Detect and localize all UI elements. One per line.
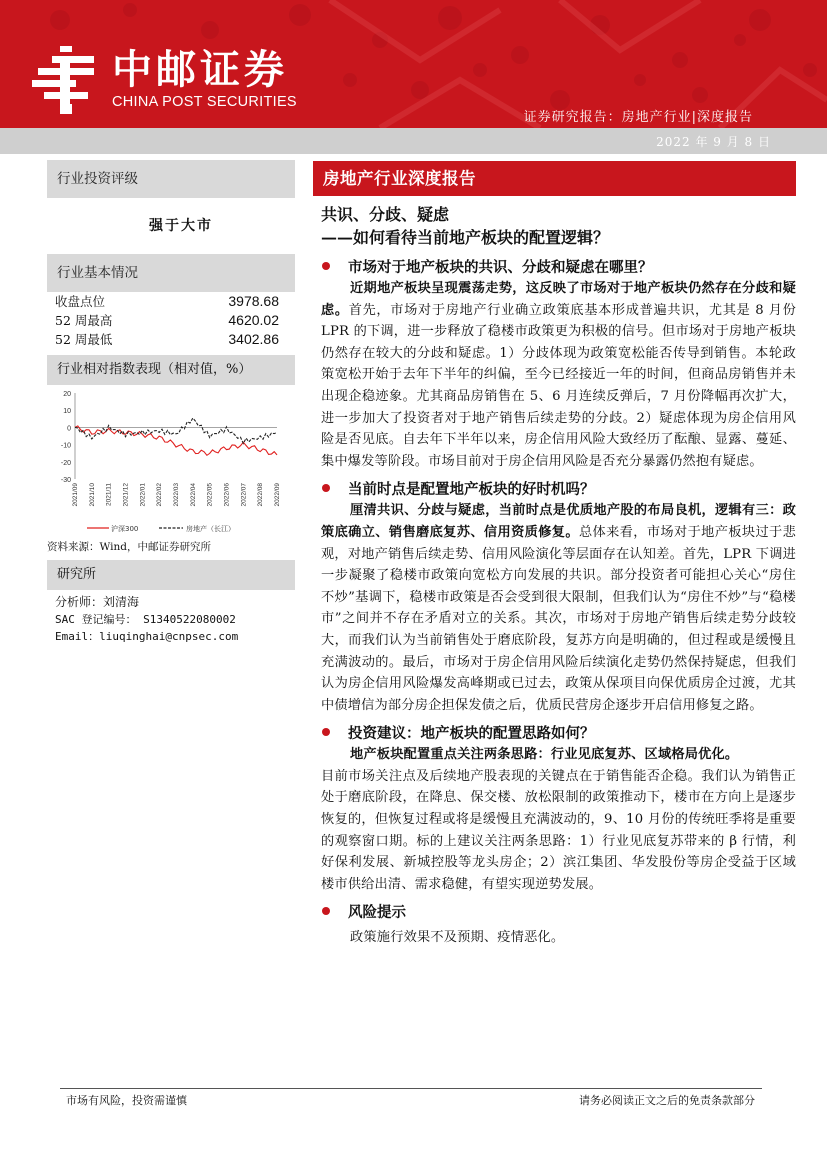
basics-label: 行业基本情况	[47, 254, 295, 292]
chart-label: 行业相对指数表现（相对值，%）	[47, 355, 295, 385]
section-2	[313, 476, 796, 716]
report-date: 2022 年 9 月 8 日	[656, 135, 771, 149]
x-tick-label: 2022/04	[189, 483, 197, 507]
section-title-row	[313, 720, 796, 744]
footer-divider	[60, 1088, 762, 1089]
report-heading: 共识、分歧、疑虑	[321, 205, 450, 224]
x-tick-label: 2021/09	[72, 483, 79, 507]
x-tick-label: 2022/02	[156, 483, 164, 507]
section-paragraph: 目前市场关注点及后续地产股表现的关键点在于销售能否企稳。我们认为销售正处于磨底阶段，在降息、保交楼、放松限制的政策推动下，楼市在方向上是逐步恢复的，但恢复过程或将是缓慢且充满波动的，9、10 月份的传统旺季将是重要的观察窗口期。标的上建议关注两条思路：1）行业见底复苏带来的 β 行情，利好保利发展、新城控股等龙头房企；2）滨江集团、华发股份等房企受益于区域楼市供给出清、需求稳健，有望实现逆势发展。	[321, 768, 796, 892]
bullet-icon	[322, 262, 330, 270]
x-tick-label: 2022/03	[173, 483, 180, 507]
x-tick-label: 2021/10	[88, 483, 96, 507]
stat-label: 收盘点位	[55, 294, 106, 309]
y-tick-label: 0	[67, 425, 71, 433]
rating-label: 行业投资评级	[47, 160, 295, 198]
report-subheading: ——如何看待当前地产板块的配置逻辑？	[321, 228, 610, 247]
section-title-row	[313, 899, 796, 923]
stat-row	[47, 292, 295, 311]
paragraph-lead: 近期地产板块呈现震荡走势，这反映了市场对于地产板块仍然存在分歧和疑虑。	[321, 281, 796, 318]
header-banner	[0, 0, 827, 128]
paragraph-body: 首先，市场对于房地产行业确立政策底基本形成普遍共识，尤其是 8 月份 LPR 的下调，进一步释放了稳楼市政策更为积极的信号。但市场对于房地产板块仍然存在较大的分歧和疑虑。1）分歧体现为政策宽松能否传导到销售。本轮政策宽松开始于去年下半年的纠偏，至今已经接近一年的时间，但商品房销售并未出现企稳迹象。尤其商品房销售在 5、6 月连续反弹后，7 月份降幅再次扩大，进一步加大了投资者对于地产销售后续走势的分歧。2）疑虑体现为房企信用风险是否见底。自去年下半年以来，房企信用风险大致经历了酝酿、显露、蔓延、集中爆发等阶段。市场目前对于房企信用风险是否充分暴露仍然抱有疑虑。	[321, 302, 796, 469]
sidebar	[47, 160, 295, 645]
section-title: 市场对于地产板块的共识、分歧和疑虑在哪里？	[348, 258, 653, 276]
x-tick-label: 2021/11	[105, 483, 113, 507]
section-paragraph	[313, 744, 796, 766]
section-paragraph: 政策施行效果不及预期、疫情恶化。	[350, 930, 565, 946]
sac-number: SAC 登记编号： S1340522080002	[55, 613, 236, 626]
analyst-name: 分析师：刘清海	[55, 595, 140, 609]
x-tick-label: 2022/05	[206, 483, 214, 507]
chart-source: 资料来源：Wind，中邮证券研究所	[47, 541, 211, 553]
x-tick-label: 2022/06	[223, 483, 231, 507]
report-type: 证券研究报告：房地产行业|深度报告	[523, 110, 753, 125]
company-name-en: CHINA POST SECURITIES	[112, 94, 297, 110]
section-title-row	[313, 476, 796, 500]
section-title-row	[313, 254, 796, 278]
section-title: 当前时点是配置地产板块的好时机吗？	[348, 480, 595, 498]
analyst-email: Email：liuqinghai@cnpsec.com	[55, 630, 239, 643]
x-tick-label: 2022/07	[240, 483, 248, 507]
research-label: 研究所	[47, 560, 295, 590]
report-title-bar: 房地产行业深度报告	[313, 161, 796, 196]
stat-label: 52 周最高	[55, 313, 113, 328]
section-4	[313, 899, 796, 949]
section-paragraph	[313, 500, 796, 716]
y-tick-label: -10	[60, 442, 71, 450]
rating-value: 强于大市	[149, 218, 213, 234]
section-1	[313, 254, 796, 472]
stat-value: 3402.86	[228, 331, 279, 347]
china-post-logo-icon	[30, 44, 102, 116]
date-bar	[0, 128, 827, 154]
stat-value: 4620.02	[228, 312, 279, 328]
footer-disclaimer: 请务必阅读正文之后的免责条款部分	[579, 1094, 755, 1107]
bullet-icon	[322, 728, 330, 736]
relative-index-chart	[47, 385, 295, 537]
section-paragraph	[313, 278, 796, 472]
x-tick-label: 2021/12	[122, 483, 130, 507]
stat-value: 3978.68	[228, 293, 279, 309]
paragraph-lead: 厘清共识、分歧与疑虑，当前时点是优质地产股的布局良机，逻辑有三：政策底确立、销售磨底复苏、信用资质修复。	[321, 503, 796, 540]
footer-risk-note: 市场有风险，投资需谨慎	[66, 1094, 187, 1107]
series-line-1	[75, 426, 277, 455]
legend-label: 沪深300	[111, 525, 139, 533]
chart-svg	[47, 385, 295, 537]
x-tick-label: 2022/08	[257, 483, 265, 507]
paragraph-lead: 地产板块配置重点关注两条思路：行业见底复苏、区域格局优化。	[350, 747, 739, 763]
main-content	[313, 161, 796, 949]
stat-row	[47, 311, 295, 330]
x-tick-label: 2022/09	[274, 483, 281, 507]
paragraph-body: 总体来看，市场对于地产板块过于悲观，对地产销售后续走势、信用风险演化等层面存在认知差。首先，LPR 下调进一步凝聚了稳楼市政策向宽松方向发展的共识。部分投资者可能担心关心“房住不炒”基调下，稳楼市政策是否会受到很大限制，但我们认为“房住不炒”与“稳楼市”之间并不存在矛盾对立的关系。其次，市场对于房地产销售后续走势分歧较大，而我们认为当前销售处于磨底阶段，复苏方向是明确的，但过程或是缓慢且充满波动的。最后，市场对于房企信用风险后续演化走势仍然保持疑虑，但我们认为房企信用风险爆发高峰期或已过去，政策从保项目向保优质房企过渡，尤其中债增信为部分房企担保发债之后，优质民营房企逐步开启信用修复之路。	[321, 524, 796, 713]
y-tick-label: -20	[60, 459, 71, 467]
analyst-info	[47, 594, 295, 645]
stats-table	[47, 292, 295, 349]
section-title: 风险提示	[348, 903, 406, 921]
y-tick-label: 10	[63, 408, 71, 416]
section-title: 投资建议：地产板块的配置思路如何？	[348, 724, 595, 742]
section-3	[313, 720, 796, 895]
company-name-cn: 中邮证券	[112, 47, 288, 93]
bullet-icon	[322, 907, 330, 915]
series-line-2	[75, 418, 277, 443]
stat-row	[47, 330, 295, 349]
x-tick-label: 2022/01	[139, 483, 147, 507]
legend-label: 房地产（长江）	[186, 525, 235, 533]
y-tick-label: 20	[63, 391, 71, 398]
y-tick-label: -30	[60, 477, 71, 484]
bullet-icon	[322, 484, 330, 492]
stat-label: 52 周最低	[55, 332, 113, 347]
